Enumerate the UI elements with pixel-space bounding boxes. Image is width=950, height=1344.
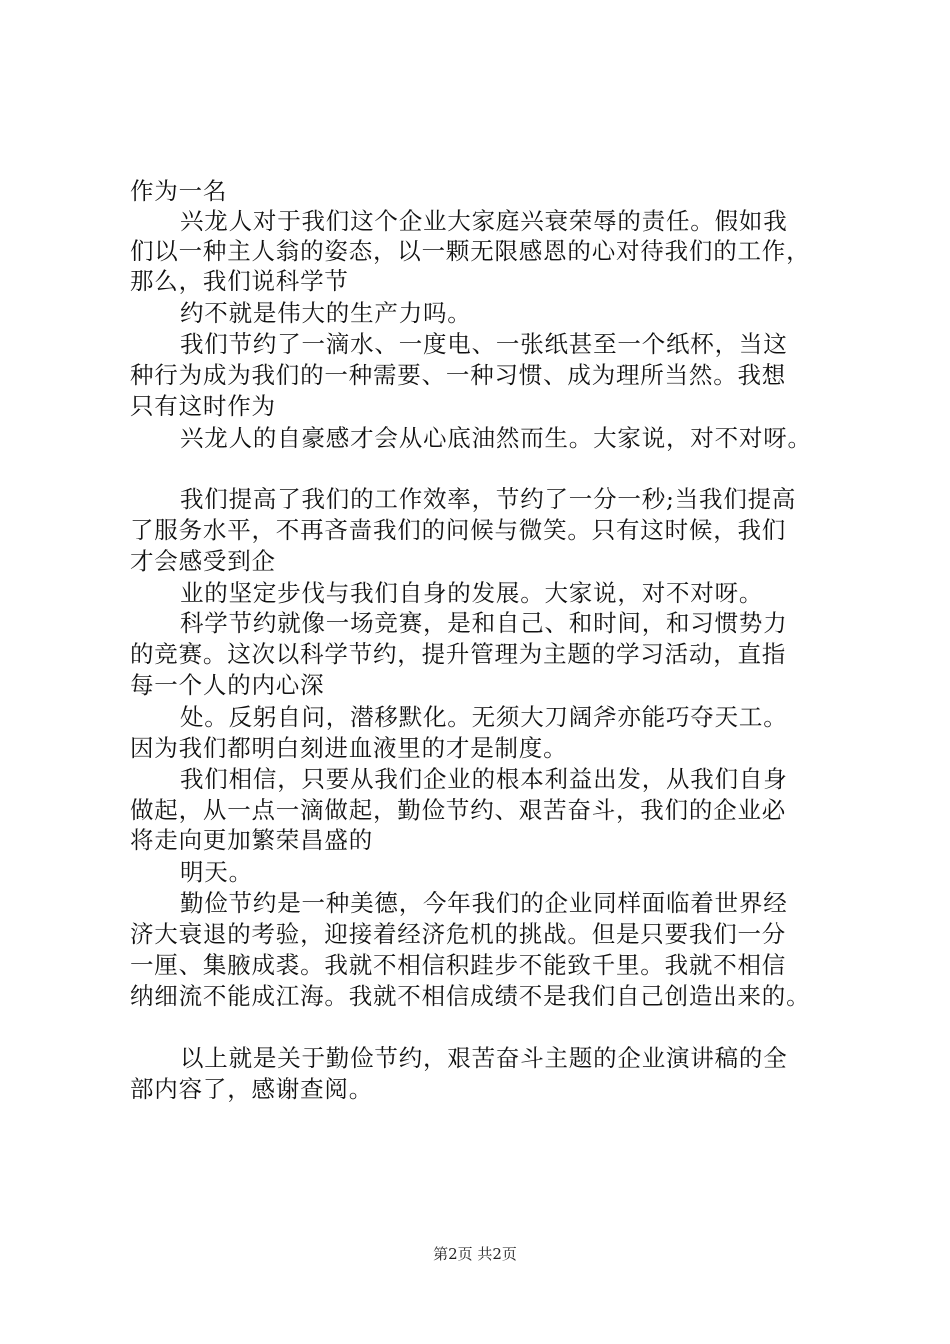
text-line: 们以一种主人翁的姿态，以一颗无限感恩的心对待我们的工作， bbox=[130, 237, 811, 265]
text-line: 的竞赛。这次以科学节约，提升管理为主题的学习活动，直指 bbox=[130, 640, 787, 668]
text-line: 将走向更加繁荣昌盛的 bbox=[130, 826, 373, 854]
text-line: 业的坚定步伐与我们自身的发展。大家说，对不对呀。 bbox=[180, 579, 764, 607]
text-line: 纳细流不能成江海。我就不相信成绩不是我们自己创造出来的。 bbox=[130, 982, 811, 1010]
text-line: 我们相信，只要从我们企业的根本利益出发，从我们自身 bbox=[180, 765, 788, 793]
text-line: 兴龙人的自豪感才会从心底油然而生。大家说，对不对呀。 bbox=[180, 424, 812, 452]
text-line: 勤俭节约是一种美德，今年我们的企业同样面临着世界经 bbox=[180, 889, 788, 917]
text-line: 每一个人的内心深 bbox=[130, 671, 325, 699]
text-line: 我们节约了一滴水、一度电、一张纸甚至一个纸杯，当这 bbox=[180, 330, 788, 358]
text-line: 只有这时作为 bbox=[130, 392, 276, 420]
text-line: 科学节约就像一场竞赛，是和自己、和时间，和习惯势力 bbox=[180, 609, 788, 637]
text-line: 作为一名 bbox=[130, 177, 228, 205]
text-line: 处。反躬自问，潜移默化。无须大刀阔斧亦能巧夺天工。 bbox=[180, 703, 788, 731]
text-line: 做起，从一点一滴做起，勤俭节约、艰苦奋斗，我们的企业必 bbox=[130, 796, 787, 824]
page-number-footer: 第2页 共2页 bbox=[433, 1245, 517, 1263]
text-line: 因为我们都明白刻进血液里的才是制度。 bbox=[130, 734, 568, 762]
text-line: 兴龙人对于我们这个企业大家庭兴衰荣辱的责任。假如我 bbox=[180, 207, 788, 235]
text-line: 明天。 bbox=[180, 858, 253, 886]
text-line: 种行为成为我们的一种需要、一种习惯、成为理所当然。我想 bbox=[130, 361, 787, 389]
text-line: 才会感受到企 bbox=[130, 547, 276, 575]
text-line: 那么，我们说科学节 bbox=[130, 267, 349, 295]
text-line: 约不就是伟大的生产力吗。 bbox=[180, 299, 472, 327]
text-line: 以上就是关于勤俭节约，艰苦奋斗主题的企业演讲稿的全 bbox=[180, 1044, 788, 1072]
text-line: 我们提高了我们的工作效率，节约了一分一秒;当我们提高 bbox=[180, 485, 797, 513]
text-line: 了服务水平，不再吝啬我们的问候与微笑。只有这时候，我们 bbox=[130, 516, 787, 544]
text-line: 一厘、集腋成裘。我就不相信积跬步不能致千里。我就不相信 bbox=[130, 951, 787, 979]
text-line: 部内容了，感谢查阅。 bbox=[130, 1075, 373, 1103]
text-line: 济大衰退的考验，迎接着经济危机的挑战。但是只要我们一分 bbox=[130, 920, 787, 948]
